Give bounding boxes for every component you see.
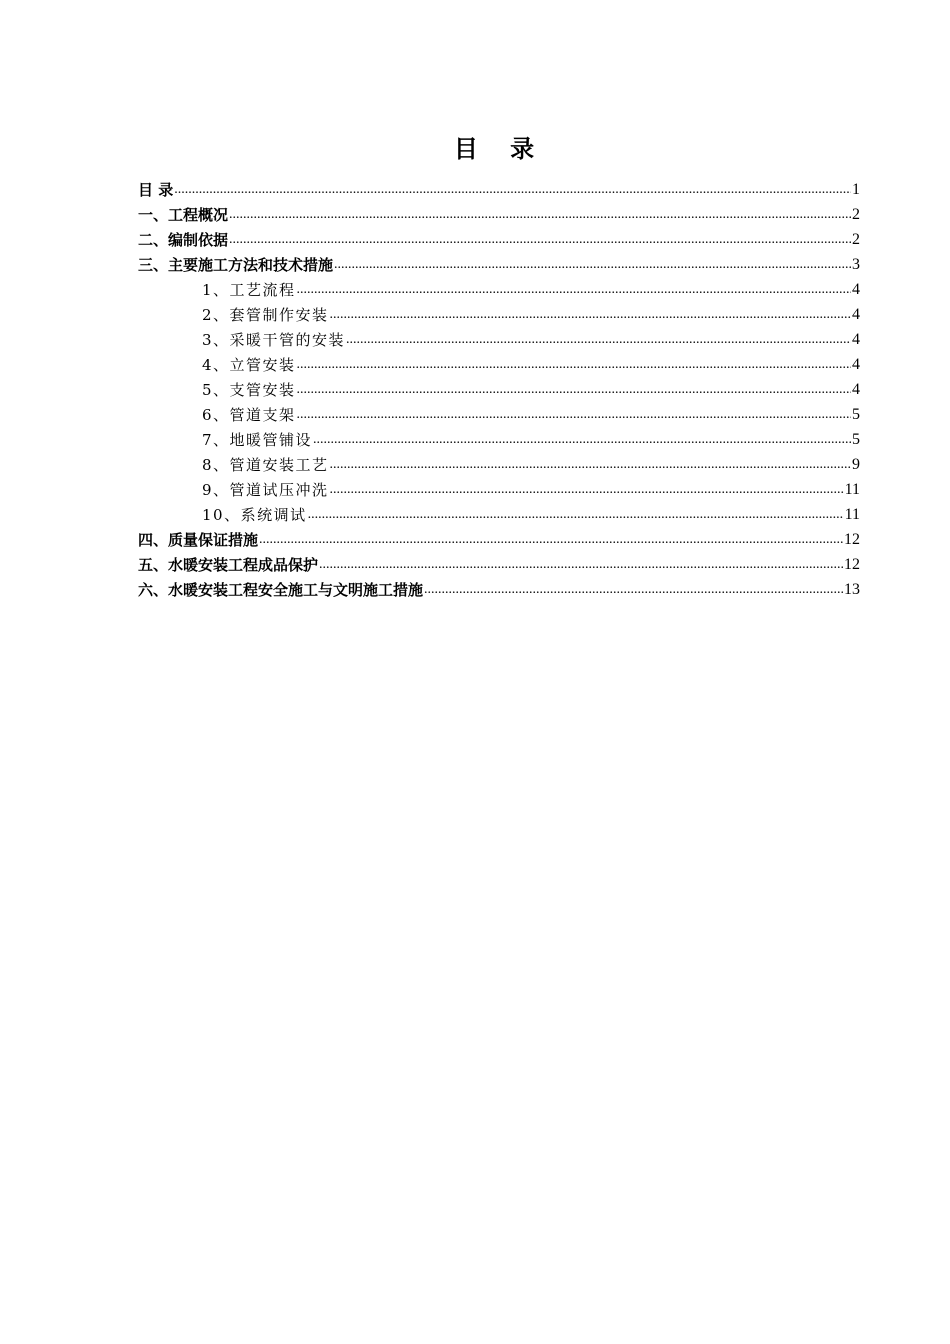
toc-entry[interactable] [138,549,860,574]
toc-entry[interactable] [138,349,860,374]
toc-entry-label: 四、质量保证措施 [138,531,259,549]
toc-entry[interactable] [138,299,860,324]
dot-leader [346,331,851,349]
dot-leader [308,506,844,524]
page-title: 目 录 [453,135,547,163]
toc-entry-label: 二、编制依据 [138,231,229,249]
toc-entry-page-number: 5 [852,431,860,448]
toc-entry-label: 7、地暖管铺设 [202,431,313,449]
toc-entry-page-number: 4 [852,331,860,348]
toc-entry-page-number: 4 [852,381,860,398]
toc-entry-page-number: 9 [852,456,860,473]
toc-entry-page-number: 11 [844,506,860,523]
toc-entry[interactable] [138,324,860,349]
toc-entry[interactable] [138,399,860,424]
toc-entry-page-number: 13 [844,581,860,598]
toc-entry-page-number: 12 [844,531,860,548]
dot-leader [319,556,843,574]
toc-entry-label: 10、系统调试 [202,506,307,524]
toc-entry[interactable] [138,499,860,524]
toc-entry[interactable] [138,274,860,299]
toc-entry-label: 1、工艺流程 [202,281,296,299]
toc-entry-label: 4、立管安装 [202,356,296,374]
toc-entry[interactable] [138,249,860,274]
toc-entry-page-number: 1 [852,181,860,198]
dot-leader [297,406,851,424]
toc-entry[interactable] [138,224,860,249]
toc-entry-label: 目 录 [138,181,174,199]
toc-entry-label: 2、套管制作安装 [202,306,329,324]
toc-entry[interactable] [138,574,860,599]
toc-entry-page-number: 2 [852,231,860,248]
toc-entry[interactable] [138,424,860,449]
dot-leader [334,256,851,274]
toc-entry[interactable] [138,449,860,474]
toc-entry-page-number: 3 [852,256,860,273]
dot-leader [259,531,843,549]
toc-entry-page-number: 5 [852,406,860,423]
toc-entry-label: 5、支管安装 [202,381,296,399]
toc-entry[interactable] [138,374,860,399]
dot-leader [330,306,851,324]
toc-entry-page-number: 12 [844,556,860,573]
dot-leader [424,581,843,599]
dot-leader [229,206,851,224]
toc-entry[interactable] [138,199,860,224]
dot-leader [297,281,851,299]
dot-leader [229,231,851,249]
toc-entry[interactable] [138,174,860,199]
toc-entry-label: 3、采暖干管的安装 [202,331,346,349]
dot-leader [174,181,851,199]
toc-entry-label: 五、水暖安装工程成品保护 [138,556,319,574]
toc-entry-label: 三、主要施工方法和技术措施 [138,256,334,274]
dot-leader [297,381,851,399]
toc-entry-label: 一、工程概况 [138,206,229,224]
table-of-contents [138,174,860,599]
dot-leader [330,456,851,474]
toc-entry-label: 9、管道试压冲洗 [202,481,329,499]
dot-leader [313,431,851,449]
toc-entry-page-number: 2 [852,206,860,223]
toc-entry[interactable] [138,524,860,549]
toc-entry-label: 8、管道安装工艺 [202,456,329,474]
toc-entry-page-number: 4 [852,306,860,323]
toc-entry-page-number: 11 [844,481,860,498]
dot-leader [297,356,851,374]
toc-entry-label: 六、水暖安装工程安全施工与文明施工措施 [138,581,424,599]
toc-entry-label: 6、管道支架 [202,406,296,424]
toc-entry-page-number: 4 [852,356,860,373]
toc-entry[interactable] [138,474,860,499]
dot-leader [330,481,844,499]
toc-entry-page-number: 4 [852,281,860,298]
